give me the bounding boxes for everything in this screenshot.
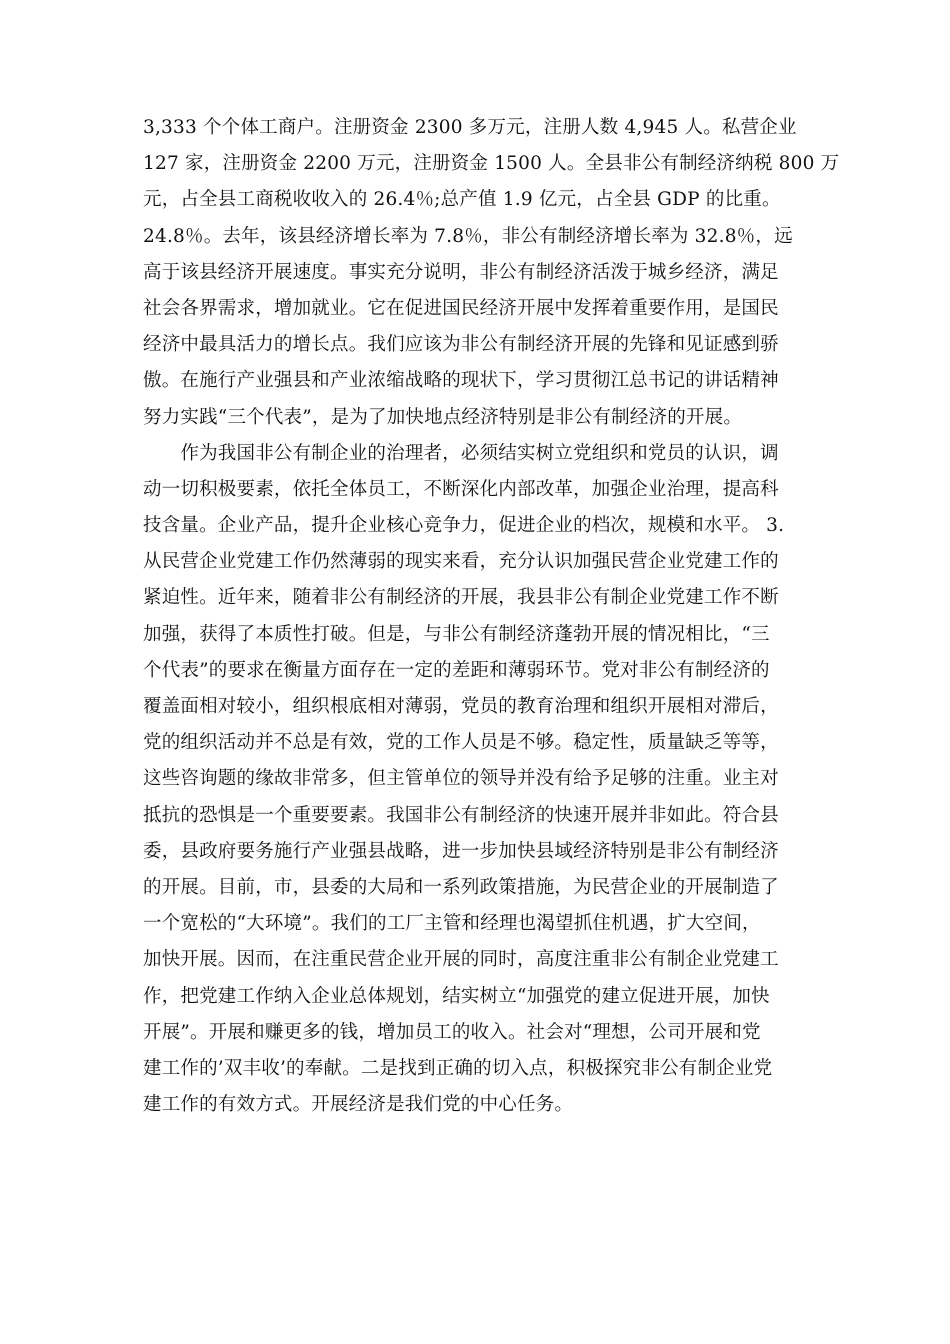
text-line: 技含量。企业产品，提升企业核心竞争力，促进企业的档次，规模和水平。 3. xyxy=(143,515,785,537)
text-line: 加快开展。因而，在注重民营企业开展的同时，高度注重非公有制企业党建工 xyxy=(143,949,779,971)
text-line: 作，把党建工作纳入企业总体规划，结实树立“加强党的建立促进开展，加快 xyxy=(143,985,770,1007)
text-line: 紧迫性。近年来，随着非公有制经济的开展，我县非公有制企业党建工作不断 xyxy=(143,587,779,609)
text-line: 3,333 个个体工商户。注册资金 2300 多万元，注册人数 4,945 人。私营企业 xyxy=(143,117,797,138)
text-line: 从民营企业党建工作仍然薄弱的现实来看，充分认识加强民营企业党建工作的 xyxy=(143,551,779,573)
text-line: 这些咨询题的缘故非常多，但主管单位的领导并没有给予足够的注重。业主对 xyxy=(143,768,779,790)
text-line: 作为我国非公有制企业的治理者，必须结实树立党组织和党员的认识，调 xyxy=(143,442,779,464)
text-line: 127 家，注册资金 2200 万元，注册资金 1500 人。全县非公有制经济纳税 800 万 xyxy=(143,153,840,175)
text-line: 个代表”的要求在衡量方面存在一定的差距和薄弱环节。党对非公有制经济的 xyxy=(143,659,770,681)
text-line: 开展”。开展和赚更多的钱，增加员工的收入。社会对“理想，公司开展和党 xyxy=(143,1021,761,1043)
text-line: 建工作的’双丰收’的奉献。二是找到正确的切入点，积极探究非公有制企业党 xyxy=(143,1057,773,1079)
text-line: 一个宽松的“大环境”。我们的工厂主管和经理也渴望抓住机遇，扩大空间， xyxy=(143,913,761,935)
text-line: 24.8％。去年，该县经济增长率为 7.8％，非公有制经济增长率为 32.8％，远 xyxy=(143,225,793,247)
text-line: 委，县政府要务施行产业强县战略，进一步加快县域经济特别是非公有制经济 xyxy=(143,840,779,862)
text-line: 社会各界需求，增加就业。它在促进国民经济开展中发挥着重要作用，是国民 xyxy=(143,297,779,319)
text-line: 努力实践“三个代表”，是为了加快地点经济特别是非公有制经济的开展。 xyxy=(143,406,743,428)
text-line: 傲。在施行产业强县和产业浓缩战略的现状下，学习贯彻江总书记的讲话精神 xyxy=(143,370,779,392)
text-line: 建工作的有效方式。开展经济是我们党的中心任务。 xyxy=(143,1094,574,1116)
text-line: 元，占全县工商税收收入的 26.4％;总产值 1.9 亿元，占全县 GDP 的比重。 xyxy=(143,189,781,211)
text-line: 经济中最具活力的增长点。我们应该为非公有制经济开展的先锋和见证感到骄 xyxy=(143,334,779,356)
text-line: 抵抗的恐惧是一个重要要素。我国非公有制经济的快速开展并非如此。符合县 xyxy=(143,804,779,826)
text-line: 的开展。目前，市，县委的大局和一系列政策措施，为民营企业的开展制造了 xyxy=(143,876,779,898)
text-line: 动一切积极要素，依托全体员工，不断深化内部改革，加强企业治理，提高科 xyxy=(143,478,779,500)
text-line: 加强，获得了本质性打破。但是，与非公有制经济蓬勃开展的情况相比，“三 xyxy=(143,623,770,645)
text-line: 覆盖面相对较小，组织根底相对薄弱，党员的教育治理和组织开展相对滞后， xyxy=(143,696,779,717)
body-text xyxy=(143,110,840,1123)
text-line: 高于该县经济开展速度。事实充分说明，非公有制经济活泼于城乡经济，满足 xyxy=(143,261,779,283)
text-line: 党的组织活动并不总是有效，党的工作人员是不够。稳定性，质量缺乏等等， xyxy=(143,732,779,754)
